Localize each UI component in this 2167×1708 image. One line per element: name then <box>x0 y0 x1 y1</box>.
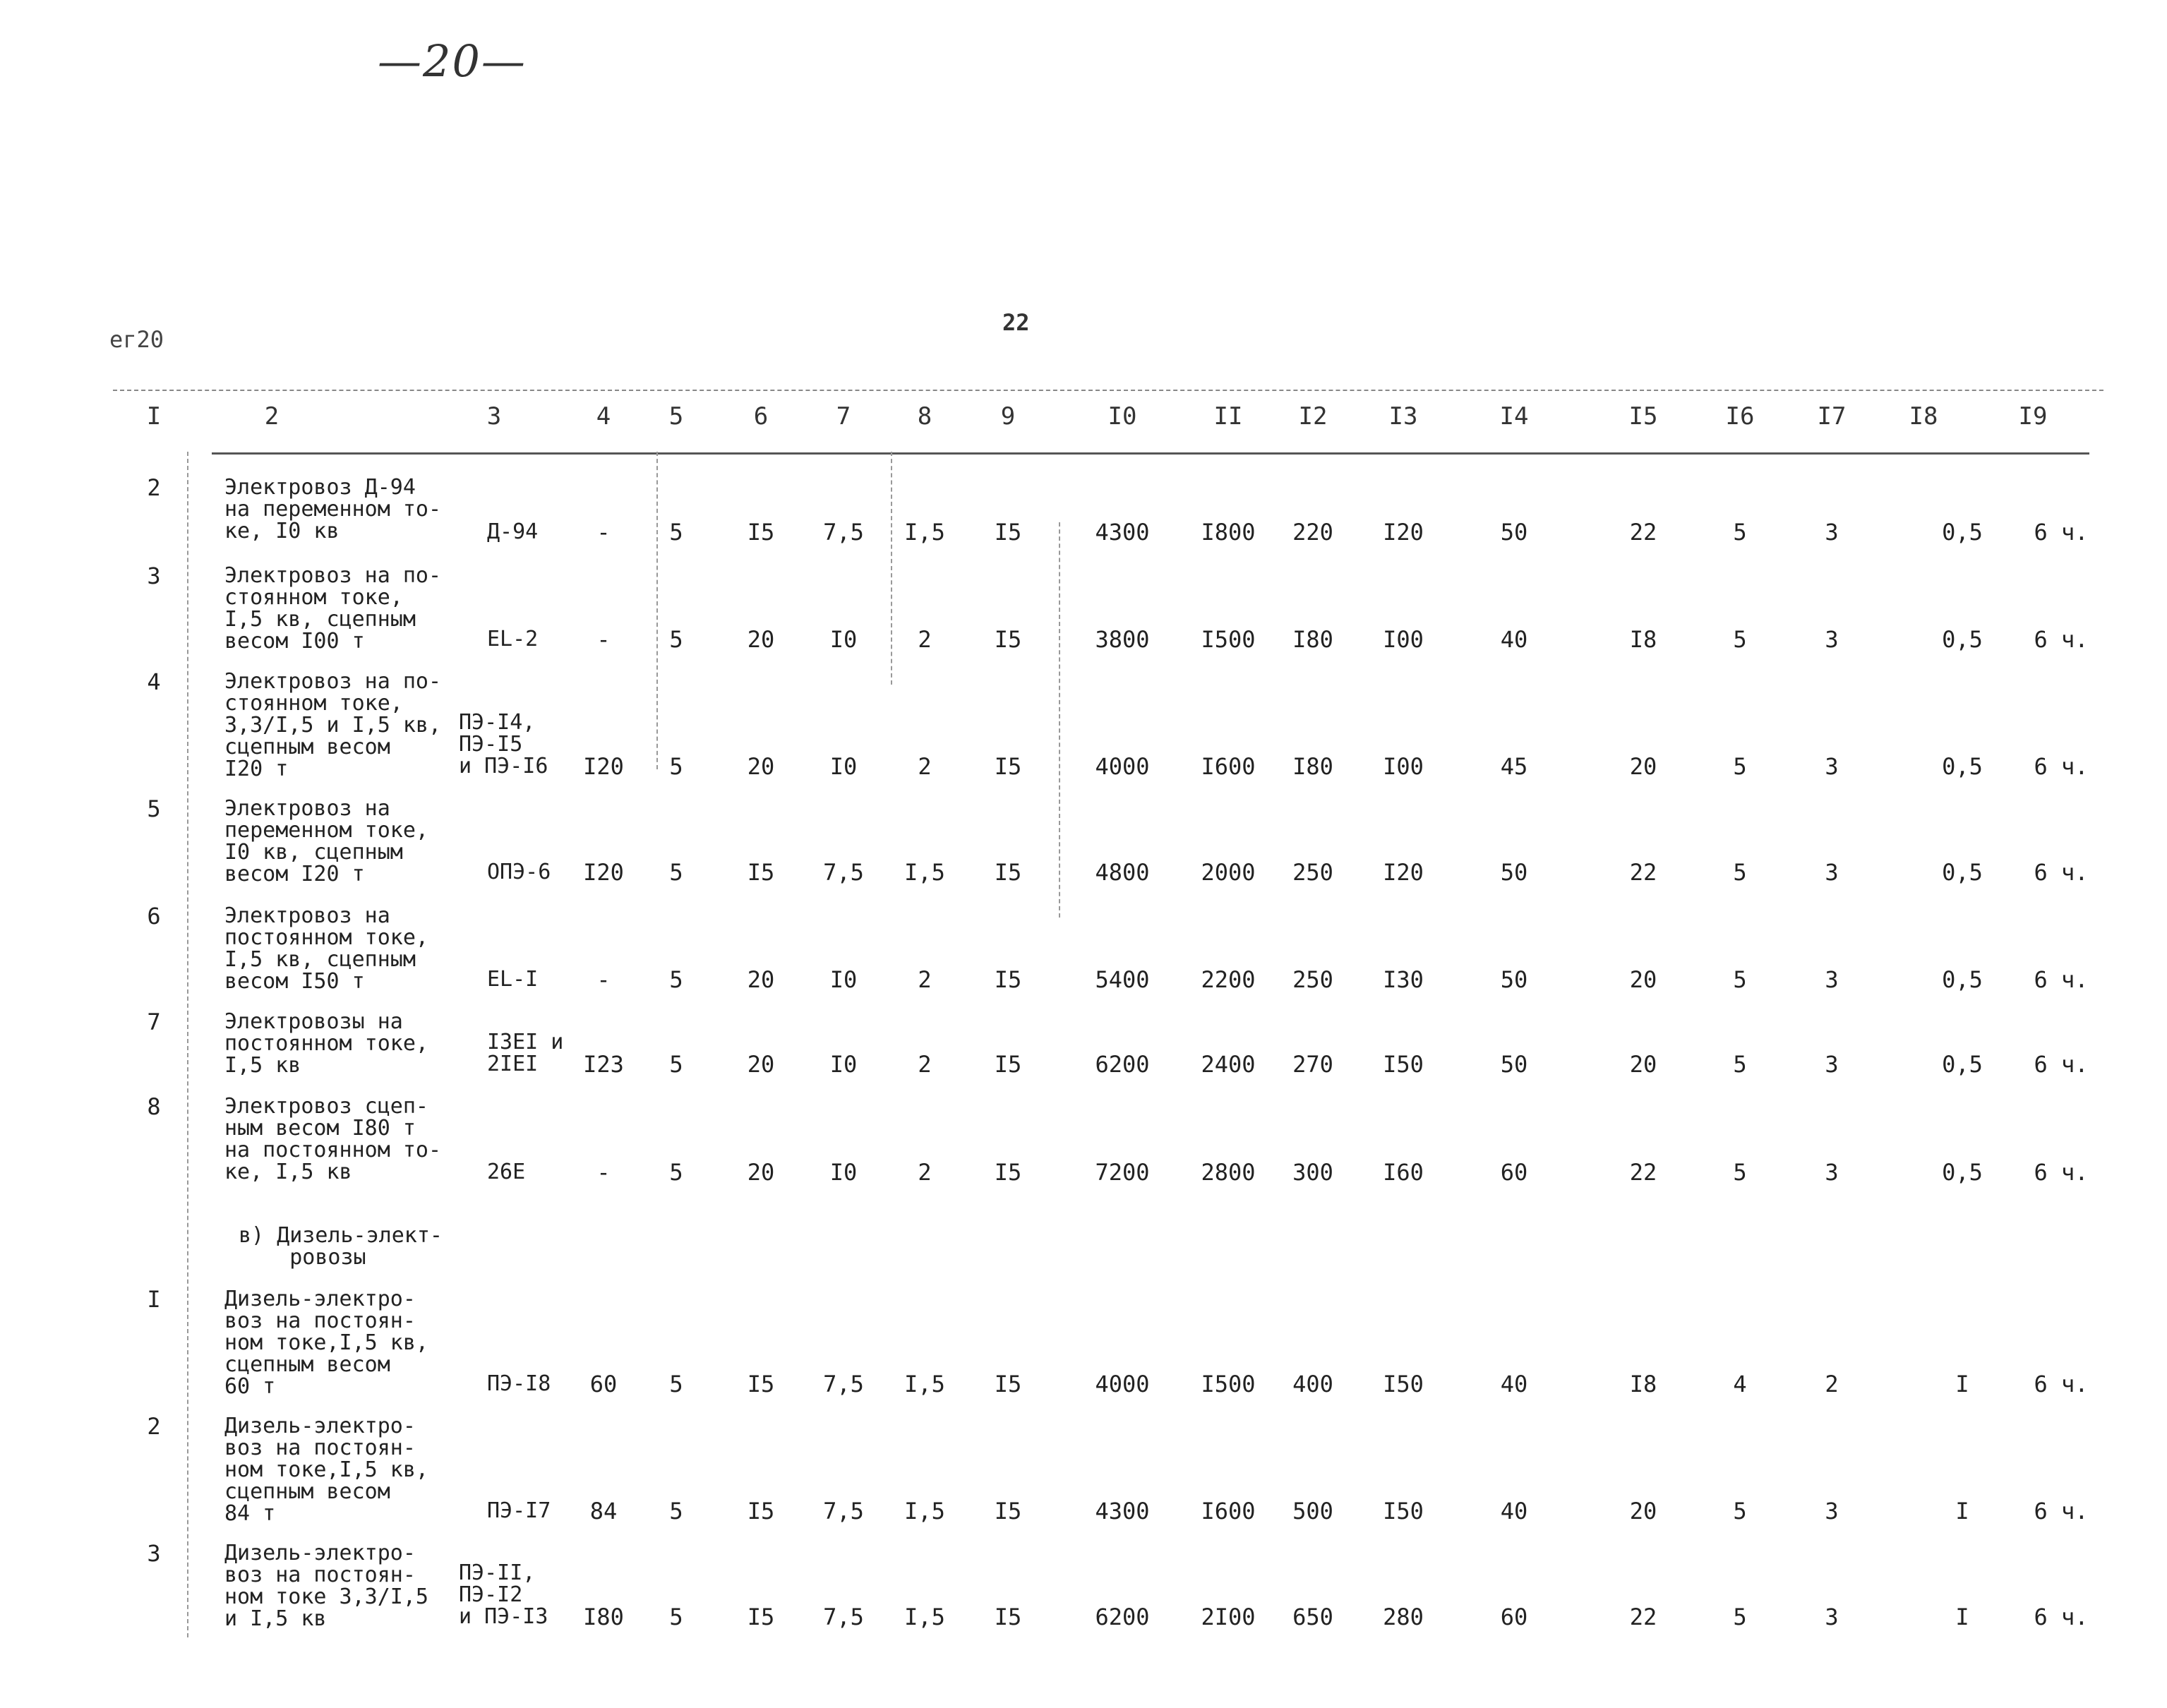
table-cell: 3 <box>1825 1498 1839 1524</box>
table-cell: 3 <box>1825 1051 1839 1078</box>
table-cell: I5 <box>747 519 775 546</box>
table-cell: 3 <box>1825 966 1839 993</box>
table-cell: 0,5 <box>1942 626 1983 653</box>
column-header: 3 <box>486 402 502 431</box>
table-cell: I,5 <box>904 859 945 886</box>
table-cell: I500 <box>1201 626 1256 653</box>
table-cell: 22 <box>1629 1604 1657 1630</box>
table-cell: I5 <box>747 1498 775 1524</box>
locomotive-description: Дизель-электро- воз на постоян- ном токе 3,3/I,5 и I,5 кв <box>224 1541 428 1631</box>
table-cell: 0,5 <box>1942 519 1983 546</box>
table-cell: 50 <box>1500 1051 1528 1078</box>
table-cell: 6 ч. <box>2034 1604 2089 1630</box>
table-cell: 2 <box>1825 1371 1839 1397</box>
column-header: 2 <box>264 402 280 431</box>
table-cell: I,5 <box>904 1371 945 1397</box>
locomotive-model: ПЭ-II, ПЭ-I2 и ПЭ-I3 <box>459 1560 548 1629</box>
table-cell: 5 <box>669 1051 683 1078</box>
table-cell: 20 <box>1629 1498 1657 1524</box>
table-cell: 4 <box>1733 1371 1747 1397</box>
table-cell: 40 <box>1500 626 1528 653</box>
table-cell: 45 <box>1500 753 1528 780</box>
column-header: I5 <box>1628 402 1658 431</box>
table-cell: 2 <box>918 753 932 780</box>
table-cell: 280 <box>1383 1604 1424 1630</box>
table-cell: I20 <box>583 859 624 886</box>
table-cell: 22 <box>1629 1159 1657 1186</box>
row-number: 2 <box>147 1413 161 1440</box>
locomotive-description: Электровоз на по- стоянном токе, 3,3/I,5 и I,5 кв, сцепным весом I20 т <box>224 669 442 781</box>
column-header: 4 <box>596 402 611 431</box>
table-cell: 50 <box>1500 859 1528 886</box>
table-cell: 5 <box>1733 626 1747 653</box>
printed-page-number: 22 <box>1002 309 1030 336</box>
table-cell: 5 <box>669 859 683 886</box>
table-cell: 4300 <box>1095 519 1150 546</box>
column-header: I7 <box>1817 402 1847 431</box>
table-cell: I8 <box>1629 626 1657 653</box>
row-number: 6 <box>147 903 161 930</box>
table-cell: 2 <box>918 1159 932 1186</box>
table-cell: I30 <box>1383 966 1424 993</box>
table-cell: 60 <box>1500 1159 1528 1186</box>
table-cell: 22 <box>1629 859 1657 886</box>
table-cell: 20 <box>1629 966 1657 993</box>
table-cell: 0,5 <box>1942 1051 1983 1078</box>
table-cell: I5 <box>994 519 1022 546</box>
table-cell: I <box>1955 1371 1969 1397</box>
locomotive-model: 26Е <box>487 1160 526 1184</box>
table-cell: I0 <box>829 626 858 653</box>
table-cell: 20 <box>747 1159 775 1186</box>
column-header: 7 <box>836 402 851 431</box>
table-cell: I5 <box>994 1604 1022 1630</box>
column-header: I0 <box>1107 402 1137 431</box>
table-cell: 5 <box>669 1498 683 1524</box>
locomotive-description: Электровоз на постоянном токе, I,5 кв, сцепным весом I50 т <box>224 903 428 994</box>
table-cell: 22 <box>1629 519 1657 546</box>
table-cell: 7,5 <box>823 859 864 886</box>
table-cell: 4000 <box>1095 753 1150 780</box>
locomotive-description: Электровоз сцеп- ным весом I80 т на постоянном то- ке, I,5 кв <box>224 1094 442 1184</box>
table-cell: 50 <box>1500 519 1528 546</box>
table-cell: 3 <box>1825 753 1839 780</box>
table-cell: I5 <box>747 1604 775 1630</box>
locomotive-model: I3EI и 2IEI <box>487 1030 564 1076</box>
locomotive-description: Электровозы на постоянном токе, I,5 кв <box>224 1009 428 1078</box>
table-cell: 2400 <box>1201 1051 1256 1078</box>
table-cell: I20 <box>1383 859 1424 886</box>
table-cell: I,5 <box>904 1604 945 1630</box>
locomotive-model: ОПЭ-6 <box>487 860 551 884</box>
table-cell: 2 <box>918 626 932 653</box>
table-cell: I00 <box>1383 626 1424 653</box>
handwritten-page-number: —20— <box>378 35 527 87</box>
table-cell: 0,5 <box>1942 966 1983 993</box>
table-cell: 5 <box>1733 1498 1747 1524</box>
table-cell: 20 <box>747 966 775 993</box>
table-top-rule <box>113 390 2103 391</box>
table-cell: 0,5 <box>1942 859 1983 886</box>
table-cell: 6 ч. <box>2034 1159 2089 1186</box>
table-cell: 2 <box>918 966 932 993</box>
table-cell: I5 <box>994 1051 1022 1078</box>
table-cell: 5400 <box>1095 966 1150 993</box>
table-cell: 2200 <box>1201 966 1256 993</box>
locomotive-description: Электровоз на по- стоянном токе, I,5 кв, сцепным весом I00 т <box>224 563 442 654</box>
locomotive-model: Д-94 <box>487 519 539 544</box>
table-cell: 5 <box>1733 519 1747 546</box>
table-cell: 20 <box>1629 753 1657 780</box>
table-cell: I5 <box>994 753 1022 780</box>
reference-code: ег20 <box>109 326 164 353</box>
row-number: 3 <box>147 563 161 589</box>
table-cell: 20 <box>1629 1051 1657 1078</box>
locomotive-model: ПЭ-I7 <box>487 1498 551 1523</box>
table-cell: 7,5 <box>823 519 864 546</box>
table-cell: I23 <box>583 1051 624 1078</box>
table-cell: I600 <box>1201 1498 1256 1524</box>
row-number: 8 <box>147 1093 161 1120</box>
row-number: 3 <box>147 1540 161 1567</box>
table-cell: 0,5 <box>1942 753 1983 780</box>
table-cell: I,5 <box>904 519 945 546</box>
table-cell: I20 <box>1383 519 1424 546</box>
row-number: 4 <box>147 668 161 695</box>
table-cell: I80 <box>1292 753 1333 780</box>
table-cell: 6 ч. <box>2034 1498 2089 1524</box>
table-cell: 5 <box>669 753 683 780</box>
locomotive-model: ЕL-2 <box>487 627 539 651</box>
locomotive-description: Дизель-электро- воз на постоян- ном токе,I,5 кв, сцепным весом 84 т <box>224 1414 428 1526</box>
column-header: I6 <box>1725 402 1755 431</box>
table-cell: 6 ч. <box>2034 966 2089 993</box>
table-cell: 6 ч. <box>2034 1051 2089 1078</box>
table-cell: 6 ч. <box>2034 519 2089 546</box>
column-header: I <box>146 402 162 431</box>
locomotive-description: Электровоз на переменном токе, I0 кв, сцепным весом I20 т <box>224 796 428 886</box>
table-cell: 4800 <box>1095 859 1150 886</box>
table-cell: 5 <box>669 626 683 653</box>
table-cell: 0,5 <box>1942 1159 1983 1186</box>
table-cell: I0 <box>829 753 858 780</box>
column-header: I3 <box>1388 402 1418 431</box>
table-cell: I50 <box>1383 1498 1424 1524</box>
table-cell: 5 <box>669 519 683 546</box>
table-cell: 40 <box>1500 1498 1528 1524</box>
table-cell: I5 <box>994 966 1022 993</box>
table-cell: I50 <box>1383 1371 1424 1397</box>
table-cell: 5 <box>1733 1051 1747 1078</box>
table-cell: 270 <box>1292 1051 1333 1078</box>
table-cell: I5 <box>994 1159 1022 1186</box>
column-header: 5 <box>668 402 684 431</box>
table-cell: 6200 <box>1095 1604 1150 1630</box>
table-cell: 3 <box>1825 1604 1839 1630</box>
table-cell: 5 <box>669 966 683 993</box>
table-cell: I5 <box>994 859 1022 886</box>
column-header: I2 <box>1298 402 1328 431</box>
table-cell: 7200 <box>1095 1159 1150 1186</box>
locomotive-description: Электровоз Д-94 на переменном то- ке, I0 кв <box>224 475 442 543</box>
table-cell: - <box>596 966 611 993</box>
column-header: 8 <box>917 402 932 431</box>
table-cell: I0 <box>829 1159 858 1186</box>
table-cell: 220 <box>1292 519 1333 546</box>
column-divider <box>187 452 188 1637</box>
table-cell: I5 <box>994 1498 1022 1524</box>
column-divider <box>1059 522 1060 918</box>
table-cell: 400 <box>1292 1371 1333 1397</box>
table-cell: 6 ч. <box>2034 753 2089 780</box>
table-cell: 6200 <box>1095 1051 1150 1078</box>
table-cell: I5 <box>994 626 1022 653</box>
table-cell: 3 <box>1825 519 1839 546</box>
table-cell: 5 <box>669 1371 683 1397</box>
table-cell: 20 <box>747 626 775 653</box>
table-cell: 500 <box>1292 1498 1333 1524</box>
table-cell: 5 <box>1733 859 1747 886</box>
table-cell: 6 ч. <box>2034 626 2089 653</box>
table-cell: 2800 <box>1201 1159 1256 1186</box>
table-cell: 50 <box>1500 966 1528 993</box>
table-cell: - <box>596 626 611 653</box>
table-cell: 300 <box>1292 1159 1333 1186</box>
column-header: I4 <box>1499 402 1529 431</box>
table-cell: I00 <box>1383 753 1424 780</box>
table-cell: I600 <box>1201 753 1256 780</box>
column-divider <box>656 452 658 769</box>
table-cell: I50 <box>1383 1051 1424 1078</box>
table-cell: 40 <box>1500 1371 1528 1397</box>
table-cell: - <box>596 1159 611 1186</box>
table-cell: I80 <box>1292 626 1333 653</box>
table-cell: I500 <box>1201 1371 1256 1397</box>
table-cell: 6 ч. <box>2034 1371 2089 1397</box>
row-number: 7 <box>147 1009 161 1035</box>
table-cell: I80 <box>583 1604 624 1630</box>
table-cell: I0 <box>829 966 858 993</box>
table-cell: 3 <box>1825 1159 1839 1186</box>
locomotive-model: ЕL-I <box>487 967 539 992</box>
table-cell: 4000 <box>1095 1371 1150 1397</box>
table-cell: I5 <box>994 1371 1022 1397</box>
table-cell: I20 <box>583 753 624 780</box>
table-cell: 3 <box>1825 626 1839 653</box>
row-number: 2 <box>147 474 161 501</box>
table-cell: 3800 <box>1095 626 1150 653</box>
table-cell: 5 <box>1733 1159 1747 1186</box>
locomotive-model: ПЭ-I4, ПЭ-I5 и ПЭ-I6 <box>459 710 548 778</box>
table-cell: 5 <box>669 1604 683 1630</box>
column-header: 6 <box>753 402 769 431</box>
table-cell: I0 <box>829 1051 858 1078</box>
table-cell: - <box>596 519 611 546</box>
table-cell: I,5 <box>904 1498 945 1524</box>
table-cell: 7,5 <box>823 1498 864 1524</box>
table-cell: 7,5 <box>823 1371 864 1397</box>
table-cell: I60 <box>1383 1159 1424 1186</box>
locomotive-description: Дизель-электро- воз на постоян- ном токе,I,5 кв, сцепным весом 60 т <box>224 1287 428 1399</box>
locomotive-model: ПЭ-I8 <box>487 1371 551 1396</box>
table-cell: I800 <box>1201 519 1256 546</box>
header-bottom-rule <box>212 452 2089 455</box>
table-cell: I <box>1955 1498 1969 1524</box>
table-cell: 60 <box>589 1371 618 1397</box>
column-divider <box>891 452 892 685</box>
table-cell: 2 <box>918 1051 932 1078</box>
column-header: I9 <box>2018 402 2048 431</box>
row-number: 5 <box>147 795 161 822</box>
section-title: в) Дизель-элект- ровозы <box>239 1223 443 1270</box>
table-cell: I5 <box>747 1371 775 1397</box>
table-cell: 6 ч. <box>2034 859 2089 886</box>
table-cell: 5 <box>1733 966 1747 993</box>
table-cell: 650 <box>1292 1604 1333 1630</box>
table-cell: 5 <box>1733 1604 1747 1630</box>
row-number: I <box>147 1286 161 1313</box>
table-cell: 20 <box>747 753 775 780</box>
table-cell: 4300 <box>1095 1498 1150 1524</box>
table-cell: 5 <box>1733 753 1747 780</box>
table-cell: I <box>1955 1604 1969 1630</box>
column-header: II <box>1213 402 1243 431</box>
table-cell: 2000 <box>1201 859 1256 886</box>
column-header: 9 <box>1000 402 1016 431</box>
table-cell: 60 <box>1500 1604 1528 1630</box>
table-cell: I5 <box>747 859 775 886</box>
table-cell: 7,5 <box>823 1604 864 1630</box>
table-cell: I8 <box>1629 1371 1657 1397</box>
table-cell: 250 <box>1292 966 1333 993</box>
table-cell: 84 <box>589 1498 618 1524</box>
table-cell: 3 <box>1825 859 1839 886</box>
table-cell: 20 <box>747 1051 775 1078</box>
column-header: I8 <box>1909 402 1938 431</box>
table-cell: 5 <box>669 1159 683 1186</box>
table-cell: 250 <box>1292 859 1333 886</box>
table-cell: 2I00 <box>1201 1604 1256 1630</box>
